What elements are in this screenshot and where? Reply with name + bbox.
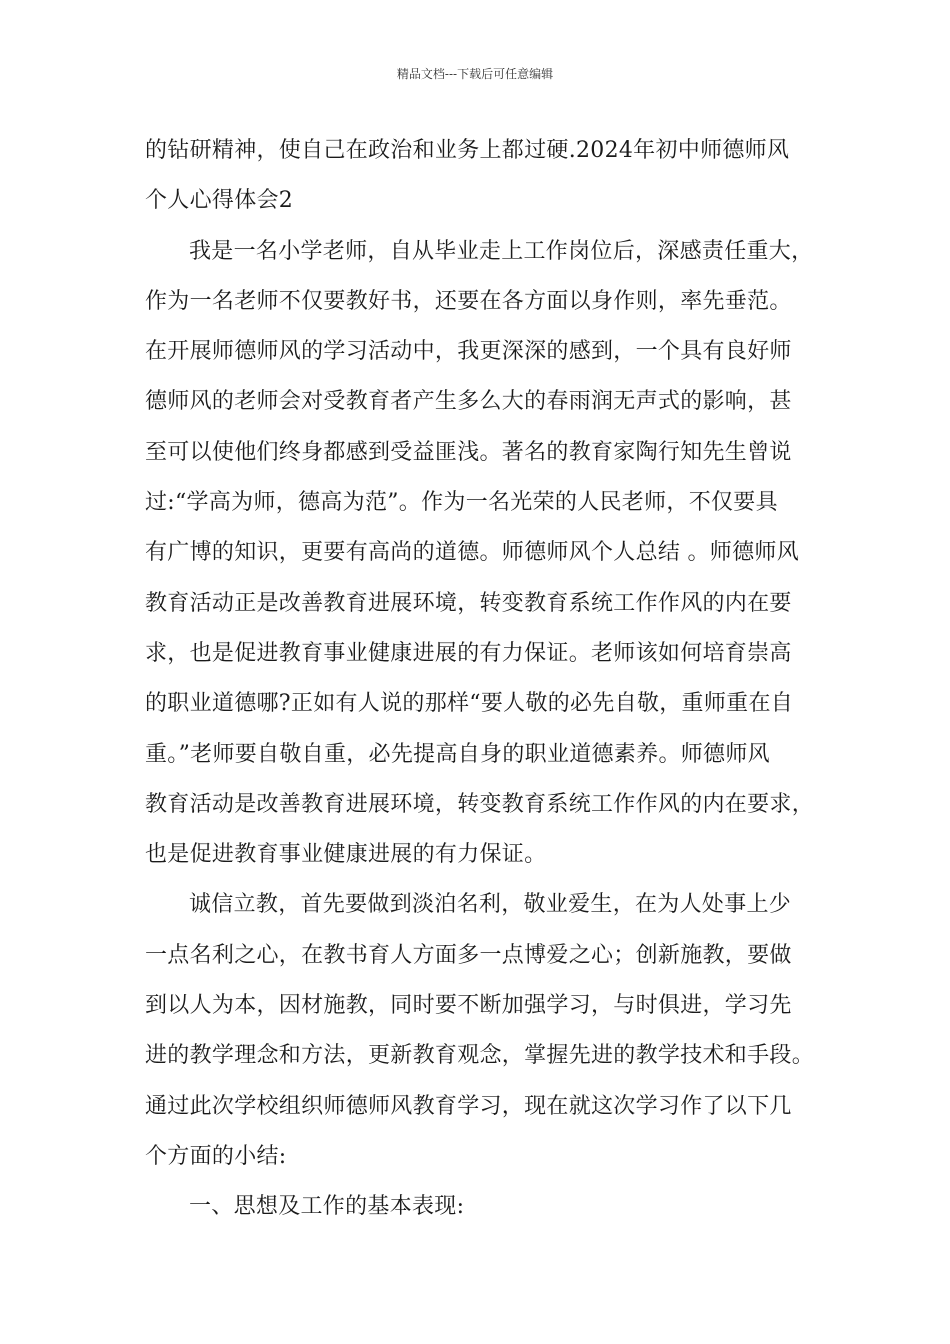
text-line: 通过此次学校组织师德师风教育学习，现在就这次学习作了以下几 bbox=[145, 1093, 792, 1119]
text-line: 作为一名老师不仅要教好书，还要在各方面以身作则，率先垂范。 bbox=[145, 288, 792, 314]
document-body bbox=[145, 126, 815, 1233]
text-line: 的钻研精神，使自己在政治和业务上都过硬.2024年初中师德师风 bbox=[145, 138, 790, 163]
text-line: 个方面的小结: bbox=[145, 1143, 287, 1169]
text-line: 过:“学高为师，德高为范”。作为一名光荣的人民老师，不仅要具 bbox=[145, 490, 778, 516]
page-header: 精品文档---下载后可任意编辑 bbox=[396, 67, 554, 81]
text-line: 一点名利之心，在教书育人方面多一点博爱之心；创新施教，要做 bbox=[145, 942, 792, 968]
text-line: 进的教学理念和方法，更新教育观念，掌握先进的教学技术和手段。 bbox=[145, 1043, 815, 1069]
text-line: 也是促进教育事业健康进展的有力保证。 bbox=[145, 842, 547, 868]
text-line: 在开展师德师风的学习活动中，我更深深的感到，一个具有良好师 bbox=[145, 339, 792, 365]
section-heading: 一、思想及工作的基本表现: bbox=[189, 1194, 465, 1220]
paragraph-first-line: 诚信立教，首先要做到淡泊名利，敬业爱生，在为人处事上少 bbox=[189, 892, 792, 918]
text-line: 德师风的老师会对受教育者产生多么大的春雨润无声式的影响，甚 bbox=[145, 389, 792, 415]
paragraph-first-line: 我是一名小学老师，自从毕业走上工作岗位后，深感责任重大， bbox=[189, 238, 814, 264]
text-line: 到以人为本，因材施教，同时要不断加强学习，与时俱进，学习先 bbox=[145, 993, 792, 1019]
text-line: 重。”老师要自敬自重，必先提高自身的职业道德素养。师德师风 bbox=[145, 741, 770, 767]
text-line: 的职业道德哪?正如有人说的那样“要人敬的必先自敬，重师重在自 bbox=[145, 691, 794, 717]
text-line: 个人心得体会2 bbox=[145, 188, 294, 214]
text-line: 教育活动正是改善教育进展环境，转变教育系统工作作风的内在要 bbox=[145, 590, 792, 616]
text-line: 求，也是促进教育事业健康进展的有力保证。老师该如何培育崇高 bbox=[145, 640, 792, 666]
text-line: 教育活动是改善教育进展环境，转变教育系统工作作风的内在要求， bbox=[145, 791, 815, 817]
text-line: 有广博的知识，更要有高尚的道德。师德师风个人总结 。师德师风 bbox=[145, 540, 799, 566]
text-line: 至可以使他们终身都感到受益匪浅。著名的教育家陶行知先生曾说 bbox=[145, 439, 792, 465]
